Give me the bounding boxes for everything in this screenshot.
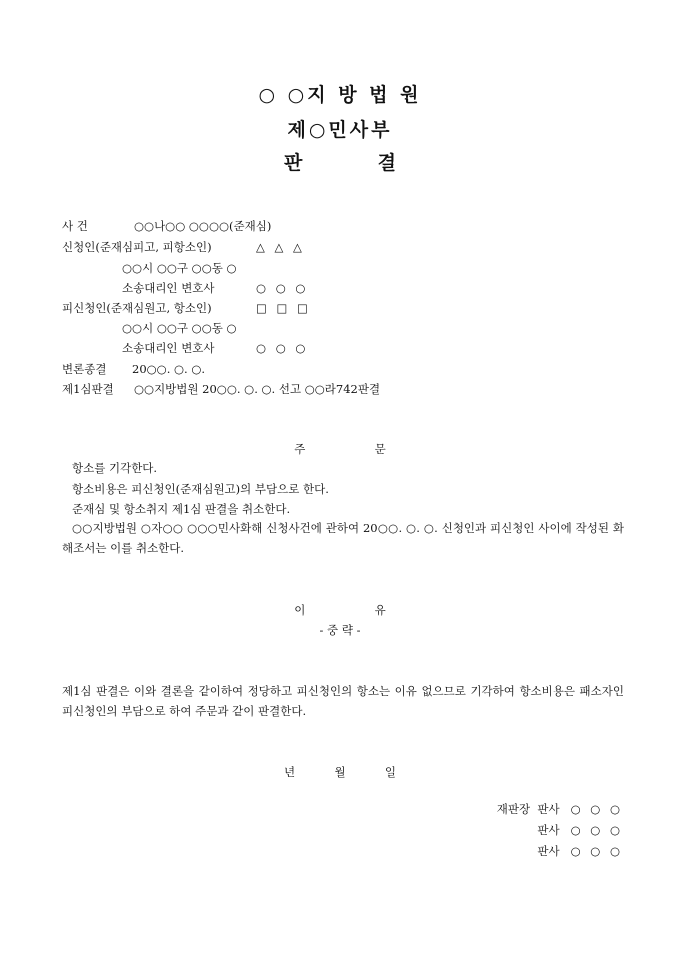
date-day: 일 xyxy=(384,765,396,779)
closing-label: 변론종결 xyxy=(62,362,107,376)
judge-title: 판사 xyxy=(537,823,560,837)
order-paragraph: ○○지방법원 ○자○○ ○○○민사화해 신청사건에 관하여 20○○. ○. ○. 신청인과 피신청인 사이에 작성된 화해조서는 이를 취소한다. xyxy=(62,521,624,555)
judgment-date xyxy=(0,764,680,780)
petitioner-address: ○○시 ○○구 ○○동 ○ xyxy=(122,261,237,275)
document-type-char-2: 결 xyxy=(377,152,396,174)
order-heading xyxy=(0,441,680,457)
division-name: 제○민사부 xyxy=(287,119,393,141)
reason-heading-char-2: 유 xyxy=(374,603,386,617)
reason-heading-char-1: 이 xyxy=(294,603,306,617)
judge-line-2 xyxy=(537,822,620,838)
closing-value: 20○○. ○. ○. xyxy=(132,362,206,376)
date-year: 년 xyxy=(284,765,296,779)
judge-line-3 xyxy=(537,843,620,859)
respondent-lawyer-name: ○ ○ ○ xyxy=(256,341,306,355)
judge-name-3: ○ ○ ○ xyxy=(570,844,620,858)
presiding-label: 재판장 xyxy=(496,802,531,816)
order-heading-char-1: 주 xyxy=(294,442,306,456)
respondent-lawyer-label: 소송대리인 변호사 xyxy=(122,341,215,355)
presiding-judge-name: ○ ○ ○ xyxy=(570,802,620,816)
reason-heading xyxy=(0,602,680,618)
petitioner-name: △ △ △ xyxy=(256,240,302,254)
order-item: 준재심 및 항소취지 제1심 판결을 취소한다. xyxy=(72,502,291,516)
petitioner-lawyer-label: 소송대리인 변호사 xyxy=(122,281,215,295)
date-month: 월 xyxy=(334,765,346,779)
order-item: 항소비용은 피신청인(준재심원고)의 부담으로 한다. xyxy=(72,482,329,496)
court-name: ○ ○지 방 법 원 xyxy=(258,84,422,106)
presiding-judge-line xyxy=(497,801,620,817)
respondent-label: 피신청인(준재심원고, 항소인) xyxy=(62,301,212,315)
first-judgment-value: ○○지방법원 20○○. ○. ○. 선고 ○○라742판결 xyxy=(134,382,381,396)
case-value: ○○나○○ ○○○○(준재심) xyxy=(134,219,272,233)
case-label: 사 건 xyxy=(62,219,88,233)
document-type-char-1: 판 xyxy=(284,152,303,174)
petitioner-label: 신청인(준재심피고, 피항소인) xyxy=(62,240,212,254)
judge-title: 판사 xyxy=(537,844,560,858)
order-heading-char-2: 문 xyxy=(374,442,386,456)
first-judgment-label: 제1심판결 xyxy=(62,382,114,396)
respondent-address: ○○시 ○○구 ○○동 ○ xyxy=(122,321,237,335)
judge-name-2: ○ ○ ○ xyxy=(570,823,620,837)
reason-paragraph: 제1심 판결은 이와 결론을 같이하여 정당하고 피신청인의 항소는 이유 없으므로 기각하여 항소비용은 패소자인 피신청인의 부담으로 하여 주문과 같이 판결한다. xyxy=(62,684,624,718)
petitioner-lawyer-name: ○ ○ ○ xyxy=(256,281,306,295)
respondent-name: □ □ □ xyxy=(256,301,308,315)
document-type xyxy=(0,148,680,175)
judge-title: 판사 xyxy=(537,802,560,816)
order-item: 항소를 기각한다. xyxy=(72,461,158,475)
omitted-marker: - 중 략 - xyxy=(319,623,361,637)
